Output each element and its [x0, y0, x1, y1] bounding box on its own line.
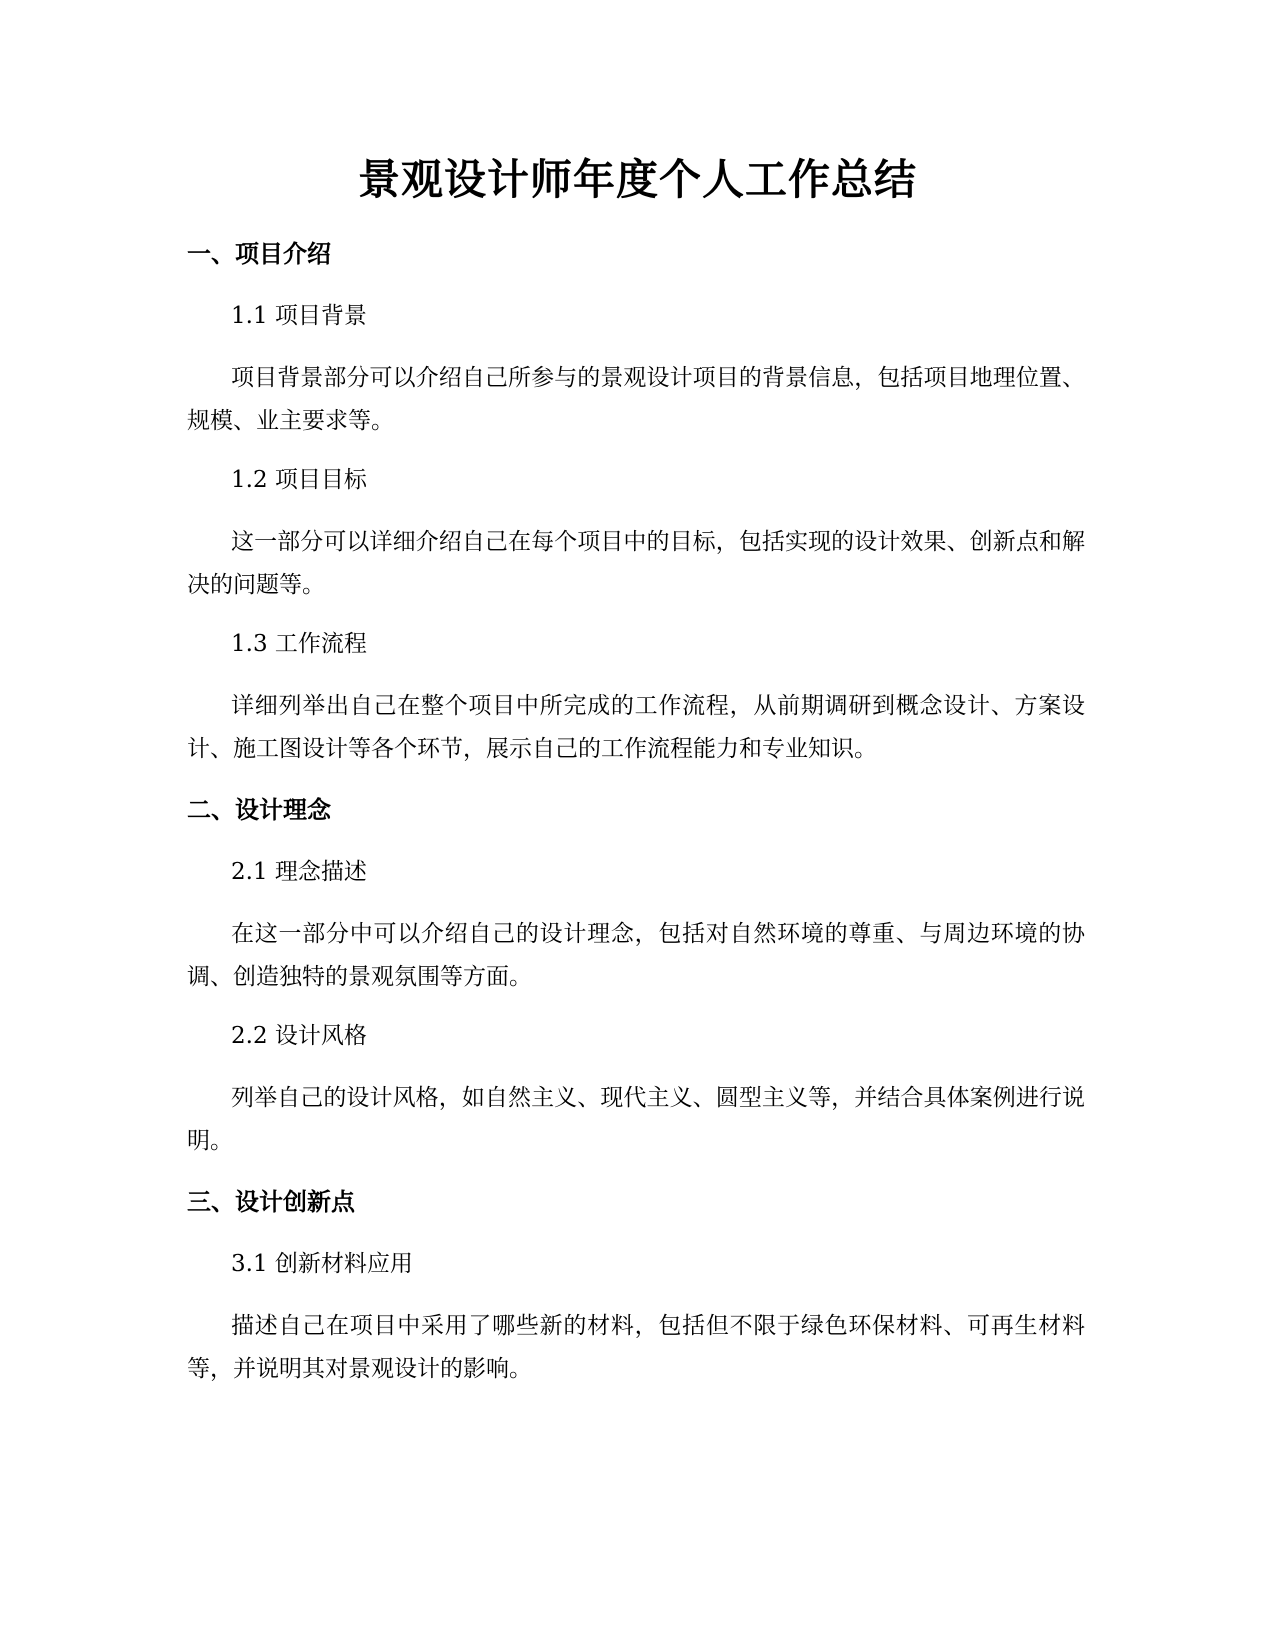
section-heading-project-intro: 一、项目介绍	[187, 240, 331, 268]
paragraph-design-style: 列举自己的设计风格，如自然主义、现代主义、圆型主义等，并结合具体案例进行说明。	[187, 1085, 1085, 1154]
subheading-workflow: 1.3 工作流程	[231, 631, 367, 657]
document-title: 景观设计师年度个人工作总结	[357, 155, 917, 204]
subheading-project-background: 1.1 项目背景	[231, 303, 367, 329]
paragraph-project-goals: 这一部分可以详细介绍自己在每个项目中的目标，包括实现的设计效果、创新点和解决的问题等。	[187, 529, 1085, 598]
paragraph-concept-description: 在这一部分中可以介绍自己的设计理念，包括对自然环境的尊重、与周边环境的协调、创造独特的景观氛围等方面。	[187, 921, 1085, 990]
paragraph-project-background: 项目背景部分可以介绍自己所参与的景观设计项目的背景信息，包括项目地理位置、规模、业主要求等。	[187, 365, 1085, 434]
section-heading-design-innovation: 三、设计创新点	[187, 1188, 355, 1216]
subheading-innovative-materials: 3.1 创新材料应用	[231, 1251, 413, 1277]
paragraph-innovative-materials: 描述自己在项目中采用了哪些新的材料，包括但不限于绿色环保材料、可再生材料等，并说明其对景观设计的影响。	[187, 1313, 1085, 1382]
paragraph-workflow: 详细列举出自己在整个项目中所完成的工作流程，从前期调研到概念设计、方案设计、施工图设计等各个环节，展示自己的工作流程能力和专业知识。	[187, 693, 1085, 762]
subheading-concept-description: 2.1 理念描述	[231, 859, 367, 885]
subheading-project-goals: 1.2 项目目标	[231, 467, 367, 493]
subheading-design-style: 2.2 设计风格	[231, 1023, 367, 1049]
section-heading-design-concept: 二、设计理念	[187, 796, 331, 824]
